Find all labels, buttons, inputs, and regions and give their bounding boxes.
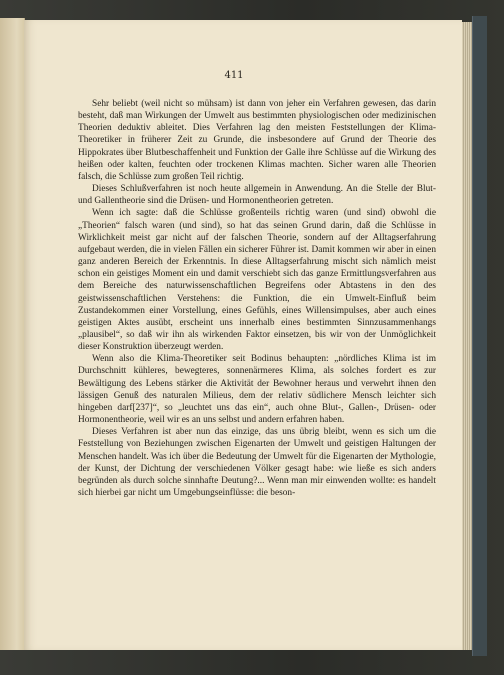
paragraph: Dieses Schlußverfahren ist noch heute allgemein in Anwendung. An die Stelle der Blut- und Gallentheorie sind die Drüsen- und Hormonentheorien getreten. — [78, 184, 436, 207]
paragraph: Wenn also die Klima-Theoretiker seit Bodinus behaupten: „nördliches Klima ist im Durchschnitt kühleres, bewegteres, sonnenärmeres Klima, als solches fordert es zur Bewältigung des Lebens stärker die Aktivität der Bewohner heraus und verwehrt ihnen den lässigen Genuß des naturalen Milieus, dem der relativ südlichere Mensch leichter sich hingeben darf[237]“, so „leuchtet uns das ein“, auch ohne Blut-, Gallen-, Drüsen- oder Hormonentheorie, weil wir es an uns selbst und andern erfahren haben. — [78, 354, 436, 426]
body-text — [78, 98, 436, 499]
page-block-edges — [462, 22, 472, 650]
previous-page-edge — [0, 18, 25, 650]
paragraph: Dieses Verfahren ist aber nun das einzige, das uns übrig bleibt, wenn es sich um die Feststellung von Beziehungen zwischen Eigenarten der Umwelt und geistigen Haltungen der Menschen handelt. Was ich über die Bedeutung der Umwelt für die Eigenarten der Mythologie, der Kunst, der Dichtung der verschiedenen Völker gesagt habe: wie ließe es sich anders begründen als durch solche sinnhafte Deutung?... Wenn man mir einwenden wollte: es handelt sich hierbei gar nicht um Umgebungseinflüsse: die beson- — [78, 427, 436, 498]
paragraph: Sehr beliebt (weil nicht so mühsam) ist dann von jeher ein Verfahren gewesen, das darin besteht, daß man Wirkungen der Umwelt aus bestimmten physiologischen oder medizinischen Theorien deduktiv ableitet. Dies Verfahren lag den meisten Feststellungen der Klima-Theoretiker in früherer Zeit zu Grunde, die insbesondere auf Grund der Theorie des Hippokrates über Blutbeschaffenheit und Funktion der Galle ihre Schlüsse auf die Wirkung des heißen oder kalten, feuchten oder trockenen Klimas machten. Sicher waren alle Theorien falsch, die Schlüsse zum großen Teil richtig. — [78, 99, 436, 182]
page-number: 411 — [224, 70, 244, 81]
paragraph: Wenn ich sagte: daß die Schlüsse großenteils richtig waren (und sind) obwohl die „Theorien“ falsch waren (und sind), so hat das seinen Grund darin, daß die Schlüsse in Wirklichkeit meist gar nicht auf der falschen Theorie, sondern auf der Alltagserfahrung aufgebaut werden, die in vielen Fällen ein sicherer Führer ist. Damit kommen wir aber in einen ganz anderen Bereich der Erkenntnis. In diese Alltagserfahrung mischt sich nämlich meist schon ein geistiges Moment ein und damit verschiebt sich das ganze Ermittlungsverfahren aus dem Bereiche des naturwissenschaftlichen Begreifens oder Abtastens in den des geistwissenschaftlichen Verstehens: die Funktion, die ein Umwelt-Einfluß beim Zustandekommen einer Vorstellung, eines Gefühls, eines Willensimpulses, aber auch eines geistigen Aktes ausübt, erscheint uns innerhalb eines bestimmten Sinnzusammenhangs „plausibel“, so daß wir ihn als wirkenden Faktor einsetzen, bis wir von der Unmöglichkeit dieser Konstruktion überzeugt werden. — [78, 208, 436, 353]
book-page — [24, 20, 462, 650]
book-cover-edge — [472, 16, 487, 656]
